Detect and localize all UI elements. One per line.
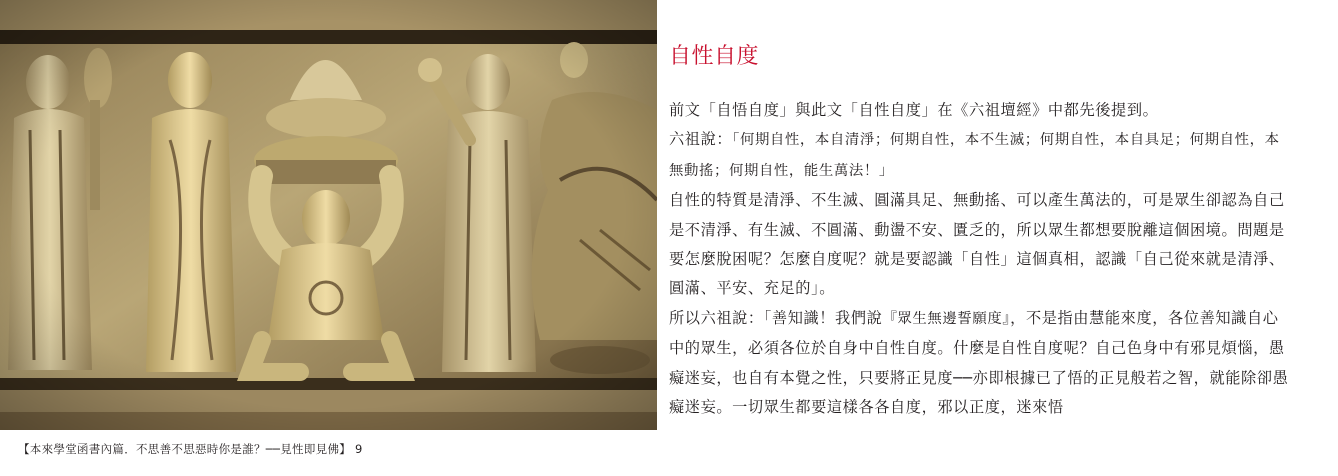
quote-speaker: 六祖說：	[669, 130, 733, 149]
page-number: 9	[355, 442, 363, 456]
paragraph-self-deliverance	[669, 304, 1289, 423]
paragraph-self-deliverance-body: ，不是指由慧能來度，各位善知識自心中的眾生，必須各位於自身中自性自度。什麼是自性自度呢？自己色身中有邪見煩惱，愚癡迷妄，也自有本覺之性，只要將正見度──亦即根據已了悟的正見般若之智，就能除卻愚癡迷妄。一切眾生都要這樣各各自度，邪以正度，迷來悟	[669, 308, 1289, 417]
liuzu-quote-text: 「何期自性，本自清淨；何期自性，本不生滅；何期自性，本自具足；何期自性，本無動搖；何期自性，能生萬法！」	[669, 132, 1280, 179]
paragraph-self-nature: 自性的特質是清淨、不生滅、圓滿具足、無動搖、可以產生萬法的，可是眾生卻認為自己是不清淨、有生滅、不圓滿、動盪不安、匱乏的，所以眾生都想要脫離這個困境。問題是要怎麼脫困呢？怎麼自度呢？就是要認識「自性」這個真相，認識「自己從來就是清淨、圓滿、平安、充足的」。	[669, 191, 1285, 298]
paragraph-liuzu-quote	[669, 125, 1289, 186]
paragraph-self-deliverance-lead: 所以六祖說：「善知識！我們說	[669, 308, 883, 327]
paragraph-intro: 前文「自悟自度」與此文「自性自度」在《六祖壇經》中都先後提到。	[669, 101, 1159, 119]
section-title: 自性自度	[669, 44, 760, 69]
article-text-column	[669, 40, 1289, 422]
stone-relief-image	[0, 0, 657, 430]
footer-book-title: 【本來學堂函書內篇．不思善不思惡時你是誰？──見性即見佛】	[18, 442, 352, 456]
relief-illustration	[0, 0, 657, 430]
vow-quote-text: 『眾生無邊誓願度』	[882, 310, 1011, 327]
page-footer	[18, 441, 363, 457]
